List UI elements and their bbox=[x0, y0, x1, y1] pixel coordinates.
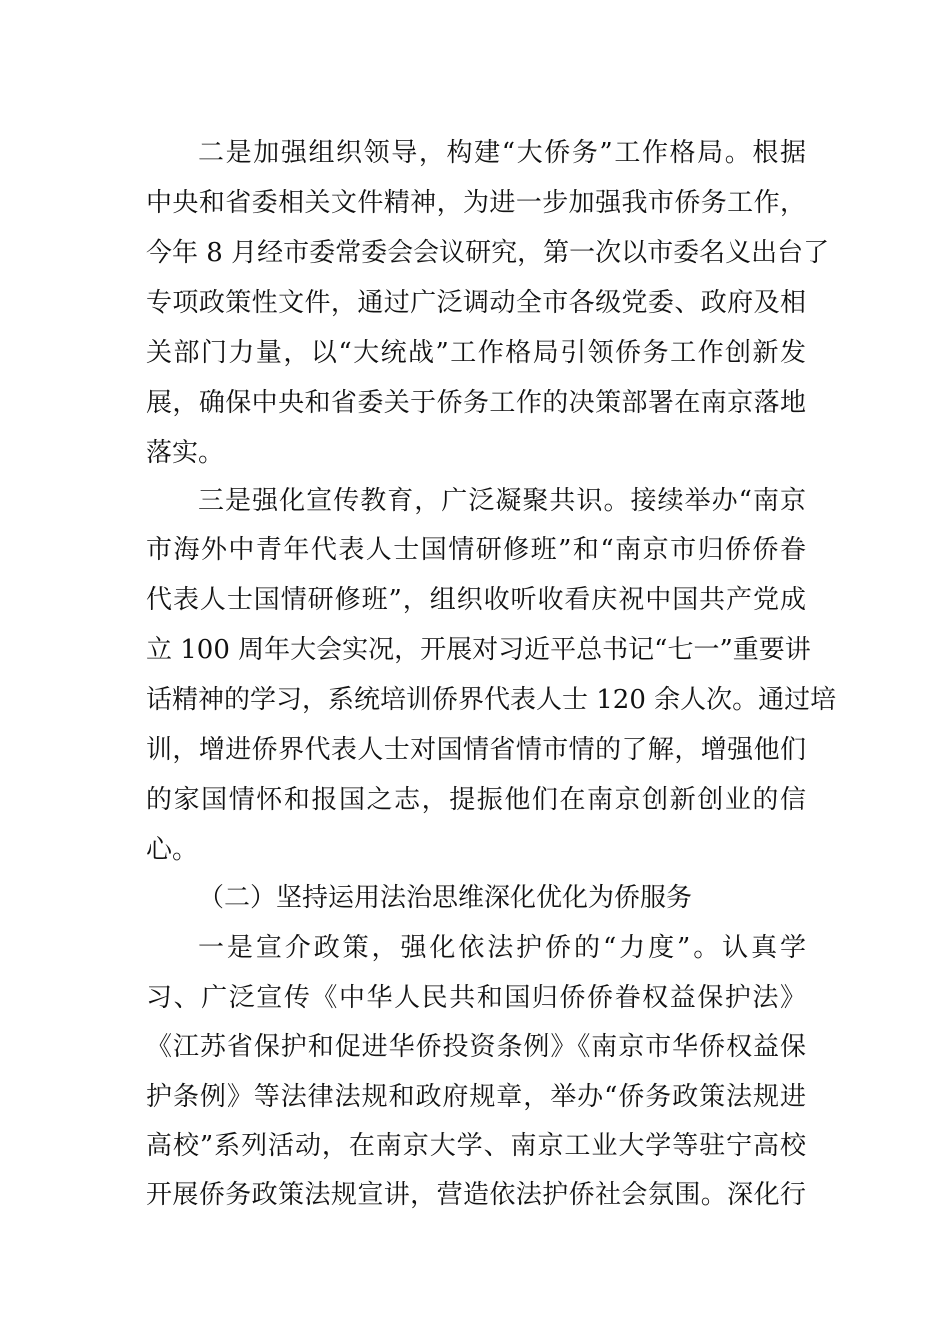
paragraph-3-line-4: 护条例》等法律法规和政府规章，举办“侨务政策法规进 bbox=[146, 1082, 806, 1112]
paragraph-1-line-7: 落实。 bbox=[146, 438, 225, 468]
paragraph-2-line-6: 训，增进侨界代表人士对国情省情市情的了解，增强他们 bbox=[146, 735, 806, 765]
paragraph-2-line-5: 话精神的学习，系统培训侨界代表人士 120 余人次。通过培 bbox=[146, 685, 837, 715]
paragraph-3-line-6: 开展侨务政策法规宣讲，营造依法护侨社会氛围。深化行 bbox=[146, 1180, 806, 1210]
paragraph-1-line-5: 关部门力量，以“大统战”工作格局引领侨务工作创新发 bbox=[146, 338, 806, 368]
section-heading: （二）坚持运用法治思维深化优化为侨服务 bbox=[198, 883, 693, 913]
paragraph-2-line-3: 代表人士国情研修班”，组织收听收看庆祝中国共产党成 bbox=[146, 585, 806, 615]
paragraph-1-line-2: 中央和省委相关文件精神，为进一步加强我市侨务工作， bbox=[146, 188, 806, 218]
paragraph-3-line-5: 高校”系列活动，在南京大学、南京工业大学等驻宁高校 bbox=[146, 1131, 806, 1161]
paragraph-2-line-7: 的家国情怀和报国之志，提振他们在南京创新创业的信 bbox=[146, 785, 806, 815]
paragraph-1-line-1: 二是加强组织领导，构建“大侨务”工作格局。根据 bbox=[198, 138, 806, 168]
paragraph-2-line-2: 市海外中青年代表人士国情研修班”和“南京市归侨侨眷 bbox=[146, 535, 806, 565]
paragraph-3-line-3: 《江苏省保护和促进华侨投资条例》《南京市华侨权益保 bbox=[146, 1032, 806, 1062]
paragraph-1-line-4: 专项政策性文件，通过广泛调动全市各级党委、政府及相 bbox=[146, 288, 806, 318]
paragraph-2-line-1: 三是强化宣传教育，广泛凝聚共识。接续举办“南京 bbox=[198, 486, 806, 516]
paragraph-3-line-1: 一是宣介政策，强化依法护侨的“力度”。认真学 bbox=[198, 933, 806, 963]
paragraph-1-line-3: 今年 8 月经市委常委会会议研究，第一次以市委名义出台了 bbox=[146, 238, 830, 268]
paragraph-2-line-8: 心。 bbox=[146, 835, 199, 865]
paragraph-1-line-6: 展，确保中央和省委关于侨务工作的决策部署在南京落地 bbox=[146, 388, 806, 418]
paragraph-3-line-2: 习、广泛宣传《中华人民共和国归侨侨眷权益保护法》 bbox=[146, 983, 806, 1013]
paragraph-2-line-4: 立 100 周年大会实况，开展对习近平总书记“七一”重要讲 bbox=[146, 635, 811, 665]
